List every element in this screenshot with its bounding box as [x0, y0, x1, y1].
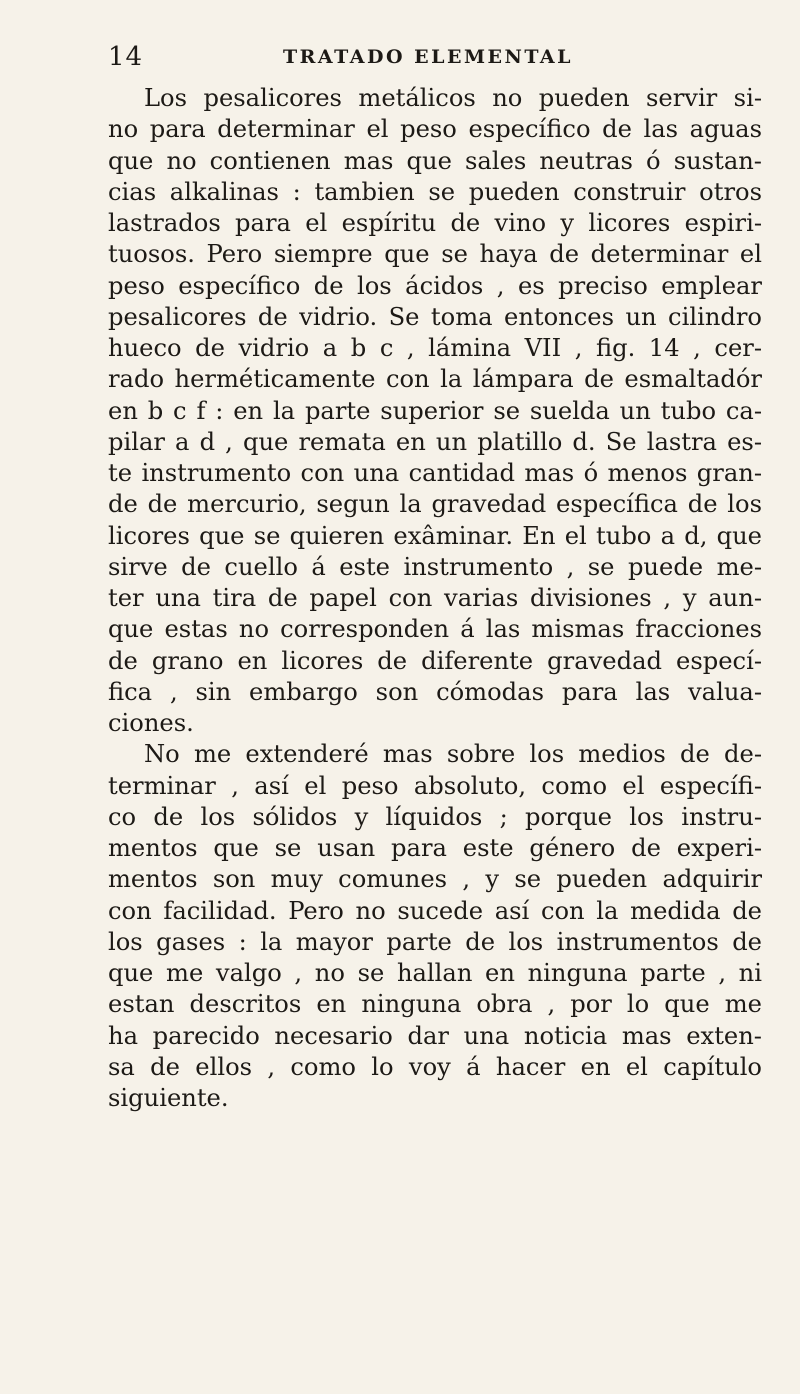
text-line: cias alkalinas : tambien se pueden construir otros — [108, 177, 762, 206]
text-line: sirve de cuello á este instrumento , se puede me- — [108, 552, 762, 581]
text-line: siguiente. — [108, 1084, 229, 1112]
text-line: pesalicores de vidrio. Se toma entonces un cilindro — [108, 302, 762, 331]
text-line: tuosos. Pero siempre que se haya de determinar el — [108, 240, 762, 269]
text-line: que estas no corresponden á las mismas fracciones — [108, 615, 762, 644]
text-line: que me valgo , no se hallan en ninguna parte , ni — [108, 959, 762, 987]
text-line: estan descritos en ninguna obra , por lo que me — [108, 990, 762, 1019]
text-line: con facilidad. Pero no sucede así con la medida de — [108, 896, 762, 925]
body-text — [108, 83, 762, 1114]
text-line: sa de ellos , como lo voy á hacer en el capítulo — [108, 1052, 762, 1081]
text-line: terminar , así el peso absoluto, como el específi- — [108, 771, 762, 800]
paragraph-2 — [108, 739, 762, 1114]
text-line: peso específico de los ácidos , es preciso emplear — [108, 271, 762, 300]
text-line: lastrados para el espíritu de vino y licores espiri- — [108, 209, 762, 237]
paragraph-1 — [108, 83, 762, 739]
text-line: fica , sin embargo son cómodas para las valua- — [108, 677, 762, 706]
text-line: hueco de vidrio a b c , lámina VII , fig. 14 , cer- — [108, 334, 762, 362]
text-line: te instrumento con una cantidad mas ó menos gran- — [108, 459, 762, 487]
text-line: licores que se quieren exâminar. En el tubo a d, que — [108, 521, 762, 550]
text-line: ciones. — [108, 709, 194, 737]
page-number: 14 — [108, 42, 144, 72]
text-line: ha parecido necesario dar una noticia mas exten- — [108, 1021, 762, 1050]
running-head: TRATADO ELEMENTAL — [283, 46, 574, 68]
text-line: co de los sólidos y líquidos ; porque los instru- — [108, 802, 762, 831]
text-line: en b c f : en la parte superior se suelda un tubo ca- — [108, 396, 762, 425]
text-line: no para determinar el peso específico de las aguas — [108, 115, 762, 144]
text-line: pilar a d , que remata en un platillo d. Se lastra es- — [108, 427, 762, 456]
text-line: de grano en licores de diferente gravedad especí- — [108, 646, 762, 675]
text-line: Los pesalicores metálicos no pueden servir si- — [144, 84, 762, 112]
text-line: rado herméticamente con la lámpara de esmaltadór — [108, 365, 762, 394]
page-header — [108, 36, 762, 76]
text-line: de de mercurio, segun la gravedad específica de los — [108, 490, 762, 519]
text-line: que no contienen mas que sales neutras ó sustan- — [108, 146, 762, 175]
text-line: mentos son muy comunes , y se pueden adquirir — [108, 865, 762, 894]
text-line: mentos que se usan para este género de experi- — [108, 834, 762, 862]
text-line: No me extenderé mas sobre los medios de de- — [144, 740, 762, 769]
text-line: ter una tira de papel con varias divisiones , y aun- — [108, 584, 762, 612]
text-line: los gases : la mayor parte de los instrumentos de — [108, 927, 762, 956]
